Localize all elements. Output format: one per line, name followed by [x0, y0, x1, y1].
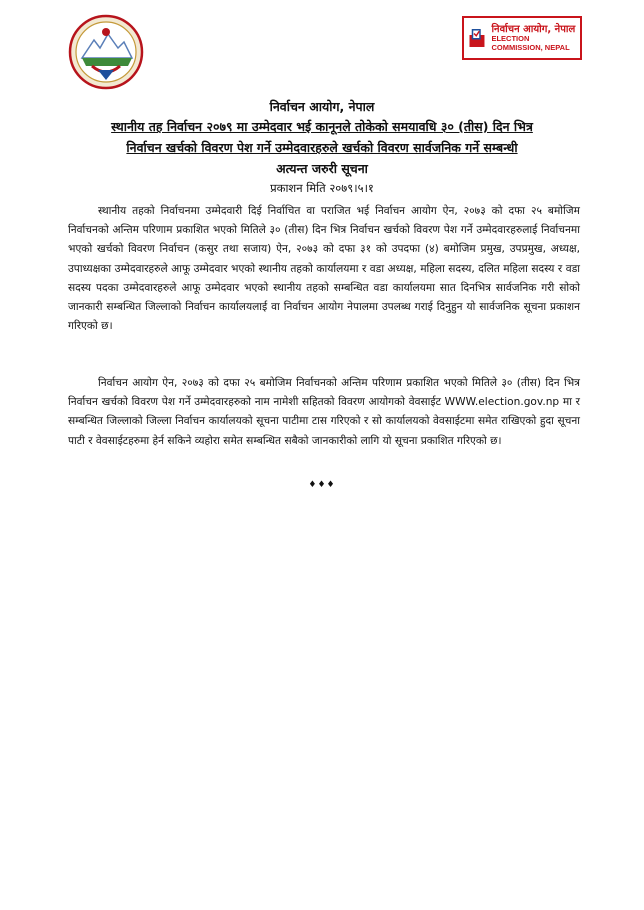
notice-title-line2: निर्वाचन खर्चको विवरण पेश गर्ने उम्मेदवारहरुले खर्चको विवरण सार्वजनिक गर्ने सम्बन्धी	[126, 140, 518, 155]
publication-date: प्रकाशन मिति २०७९।५।१	[270, 181, 374, 195]
nepal-emblem-icon	[68, 14, 144, 90]
election-commission-logo	[462, 16, 582, 60]
notice-paragraph-2: निर्वाचन आयोग ऐन, २०७३ को दफा २५ बमोजिम निर्वाचनको अन्तिम परिणाम प्रकाशित भएको मितिले ३० (तीस) दिन भित्र निर्वाचन खर्चको विवरण पेश गर्ने उम्मेदवारहरुको नाम नामेशी सहितको विवरण आयोगको वेवसाईट WWW.election.gov.np मा र सम्बन्धित जिल्लाको जिल्ला निर्वाचन कार्यालयको सूचना पाटीमा टास गरिएको र सो कार्यालयको वेवसाईटमा समेत राखिएको हुदा सूचना पाटी र वेवसाईटहरुमा हेर्न सकिने व्यहोरा समेत सम्बन्धित सबैको जानकारीको लागि यो सूचना प्रकाशित गरिएको छ।	[68, 377, 580, 447]
org-heading: निर्वाचन आयोग, नेपाल	[269, 99, 375, 114]
end-separator: ♦♦♦	[308, 480, 336, 490]
notice-paragraph-1: स्थानीय तहको निर्वाचनमा उम्मेदवारी दिई निर्वाचित वा पराजित भई निर्वाचन आयोग ऐन, २०७३ को दफा २५ बमोजिम निर्वाचनको अन्तिम परिणाम प्रकाशित भएको मितिले ३० (तीस) दिन भित्र निर्वाचन खर्चको विवरण पेश गर्ने उम्मेदवारहरुलाई निर्वाचनमा भएको खर्चको विवरण निर्वाचन (कसुर तथा सजाय) ऐन, २०७३ को दफा ३१ को उपदफा (४) बमोजिम प्रमुख, उपप्रमुख, अध्यक्ष, उपाध्यक्षका उम्मेदवारहरुले आफू उम्मेदवार भएको स्थानीय तहको कार्यालयमा र वडा अध्यक्ष, महिला सदस्य, दलित महिला सदस्य र वडा सदस्य पदका उम्मेदवारहरुले आफू उम्मेदवार भएको स्थानीय तहको सम्बन्धित वडा कार्यालयमा सात दिनभित्र सार्वजनिक गरी सोको जानकारी सम्बन्धित जिल्लाको निर्वाचन कार्यालयलाई वा निर्वाचन आयोग नेपालमा उपलब्ध गराई दिनुहुन यो सार्वजनिक सूचना प्रकाशन गरिएको छ।	[68, 205, 580, 333]
notice-title-line1: स्थानीय तह निर्वाचन २०७९ मा उम्मेदवार भई कानूनले तोकेको समयावधि ३० (तीस) दिन भित्र	[111, 119, 533, 134]
ec-logo-nepali: निर्वाचन आयोग, नेपाल	[491, 24, 576, 36]
ballot-box-icon	[468, 24, 487, 52]
urgent-notice-heading: अत्यन्त जरुरी सूचना	[276, 161, 368, 176]
ec-logo-english: ELECTION COMMISSION, NEPAL	[491, 34, 570, 52]
